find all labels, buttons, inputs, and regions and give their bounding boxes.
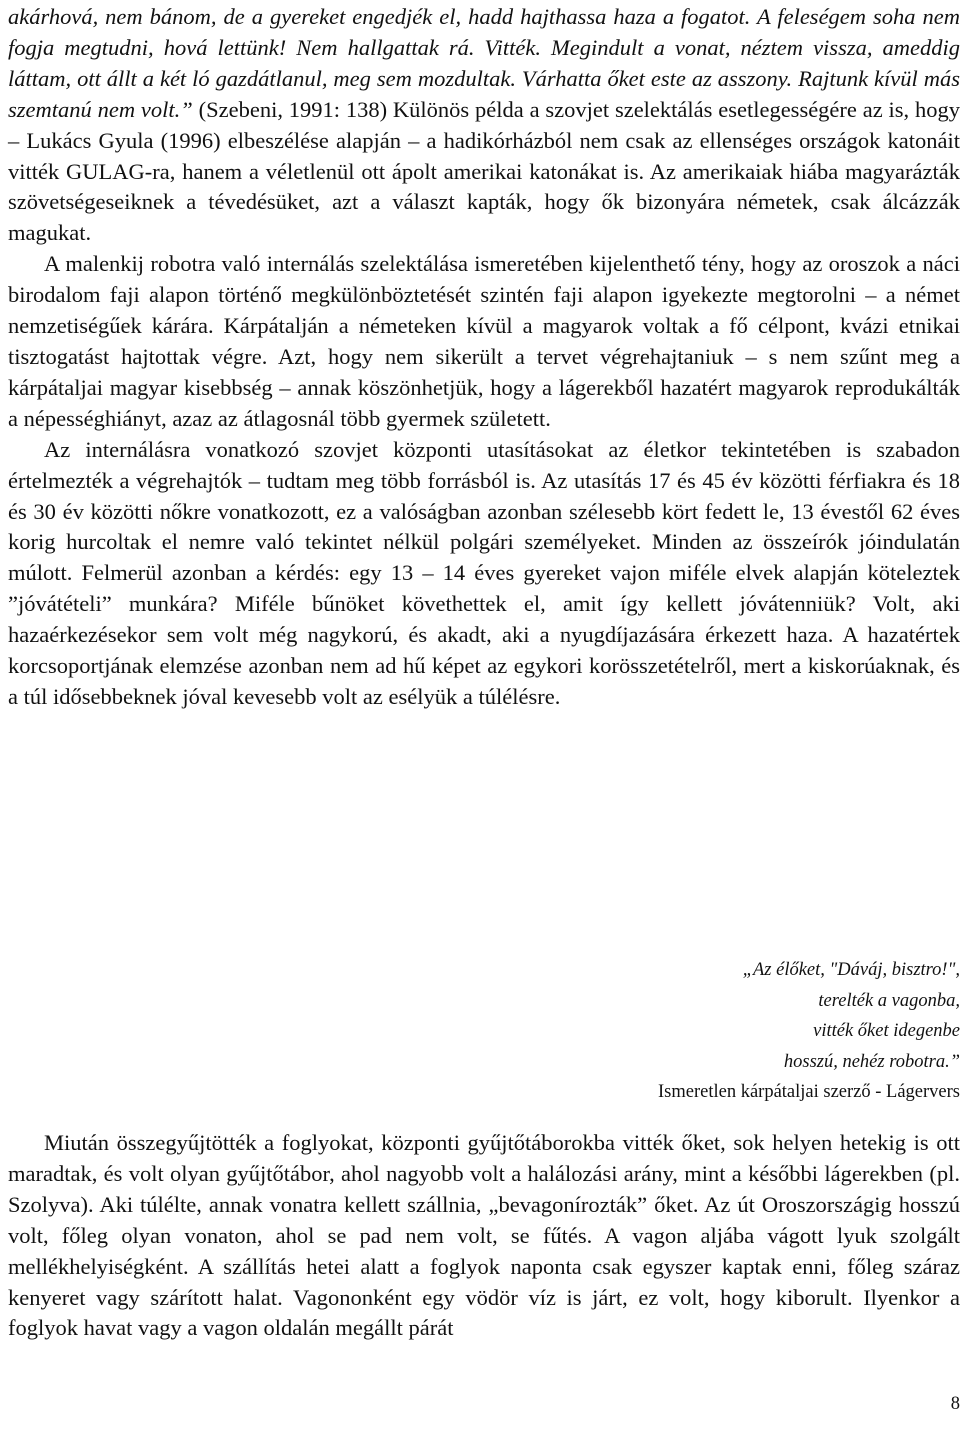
poem-author: Ismeretlen kárpátaljai szerző - Lágervers <box>658 1082 960 1102</box>
poem-line: vitték őket idegenbe <box>813 1021 960 1041</box>
paragraph-1-text: (Szebeni, 1991: 138) Különös példa a szovjet szelektálás esetlegességére az is, hogy – Lukács Gyula (1996) elbeszélése alapján – a hadikórházból nem csak az ellenséges országok katonáit vitték GULAG-ra, hanem a véletlenül ott ápolt amerikai katonákat is. Az amerikaiak hiába magyarázták szövetségeseiknek a tévedésüket, azt a választ kapták, hogy ők bizonyára németek, csak álcázzák magukat. <box>8 96 960 246</box>
poem-epigraph <box>658 955 960 1108</box>
poem-line: hosszú, nehéz robotra.” <box>783 1051 960 1072</box>
paragraph-4: Miután összegyűjtötték a foglyokat, központi gyűjtőtáborokba vitték őket, sok helyen hetekig is ott maradtak, és volt olyan gyűjtőtábor, ahol nagyobb volt a halálozási arány, mint a későbbi lágerekben (pl. Szolyva). Aki túlélte, annak vonatra kellett szállnia, „bevagonírozták” őket. Az út Oroszországig hosszú volt, főleg olyan vonaton, ahol se pad nem volt, se fűtés. A vagon aljába vágott lyuk szolgált mellékhelyiségként. A szállítás hetei alatt a foglyok naponta csak egyszer kaptak enni, főleg száraz kenyeret vagy szárított halat. Vagononként egy vödör víz is járt, ez volt, hogy kiborult. Ilyenkor a foglyok havat vagy a vagon oldalán megállt párát <box>8 1130 960 1341</box>
paragraph-3: Az internálásra vonatkozó szovjet központi utasításokat az életkor tekintetében is szabadon értelmezték a végrehajtók – tudtam meg több forrásból is. Az utasítás 17 és 45 év közötti férfiakra és 18 és 30 év közötti nőkre vonatkozott, ez a valóságban azonban szélesebb kört fedett le, 13 évestől 62 éves korig hurcoltak el nemre való tekintet nélkül polgári személyeket. Minden az összeírók jóindulatán múlott. Felmerül azonban a kérdés: egy 13 – 14 éves gyereket vajon miféle elvek alapján köteleztek ”jóvátételi” munkára? Miféle bűnöket követhettek el, amit így kellett jóvátenniük? Volt, aki hazaérkezésekor sem volt még nagykorú, és akadt, aki a nyugdíjazására érkezett haza. A hazatértek korcsoportjának elemzése azonban nem ad hű képet az egykori korösszetételről, mert a kiskorúaknak, és a túl idősebbeknek jóval kevesebb volt az esélyük a túlélésre. <box>8 436 960 709</box>
quote-italic: akárhová, nem bánom, de a gyereket engedjék el, hadd hajthassa haza a fogatot. A feleségem soha nem fogja megtudni, hová lettünk! Nem hallgattak rá. Vitték. Megindult a vonat, néztem vissza, ameddig láttam, ott állt a két ló gazdátlanul, meg sem mozdultak. Várhatta őket este az asszony. Rajtunk kívül más szemtanú nem volt.” <box>8 4 960 122</box>
poem-line: „Az élőket, "Dáváj, bisztro!", <box>742 960 960 980</box>
page-number: 8 <box>950 1394 960 1414</box>
paragraph-1 <box>8 2 960 249</box>
document-page <box>8 0 960 1414</box>
poem-line: terelték a vagonba, <box>818 990 960 1011</box>
paragraph-2: A malenkij robotra való internálás szelektálása ismeretében kijelenthető tény, hogy az oroszok a náci birodalom faji alapon történő megkülönböztetését szintén faji alapon igyekezte megtorolni – a német nemzetiségűek kárára. Kárpátalján a németeken kívül a magyarok voltak a fő célpont, kvázi etnikai tisztogatást hajtottak végre. Azt, hogy nem sikerült a tervet végrehajtaniuk – s nem szűnt meg a kárpátaljai magyar kisebbség – annak köszönhetjük, hogy a lágerekből hazatért magyarok reprodukálták a népességhiányt, azaz az átlagosnál több gyermek született. <box>8 251 960 431</box>
